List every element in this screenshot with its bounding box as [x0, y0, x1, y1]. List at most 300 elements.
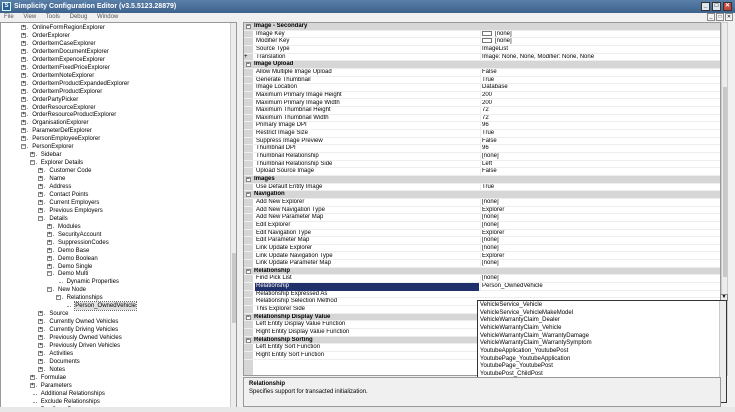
tree-node[interactable]: [41, 374, 66, 382]
category-collapse-icon[interactable]: −: [247, 313, 250, 320]
tree-node[interactable]: [49, 167, 91, 175]
property-value[interactable]: [480, 92, 721, 100]
grid-scroll-thumb[interactable]: [723, 87, 727, 277]
tree-expander-icon[interactable]: +: [39, 310, 43, 317]
menu-window[interactable]: Window: [96, 14, 119, 20]
grid-row[interactable]: [244, 237, 721, 245]
property-value-text: [none]: [495, 30, 512, 37]
tree-node-label: Dynamic Properties: [66, 279, 119, 286]
tree-node-label: OrderPartyPicker: [32, 96, 79, 103]
property-value-text: 96: [482, 145, 489, 152]
category-collapse-icon[interactable]: −: [247, 61, 250, 68]
property-value[interactable]: [480, 214, 721, 222]
category-label: Relationship: [254, 267, 291, 274]
property-name: Thumbnail DPI: [256, 145, 296, 152]
property-name: Add New Explorer: [256, 198, 305, 205]
grid-row[interactable]: [244, 54, 721, 62]
tree-expander-icon[interactable]: +: [22, 119, 26, 126]
explorer-tree[interactable]: [0, 22, 237, 412]
property-value-text: Left: [482, 160, 493, 167]
property-value-text: [none]: [482, 275, 499, 282]
category-collapse-icon[interactable]: −: [247, 23, 250, 29]
property-name: Maximum Thumbnail Height: [256, 107, 331, 114]
property-value[interactable]: [480, 161, 721, 169]
tree-node[interactable]: [67, 278, 119, 286]
tree-expander-icon[interactable]: +: [39, 326, 43, 333]
tree-scroll-thumb[interactable]: [232, 253, 237, 323]
tree-expander-icon[interactable]: +: [22, 135, 26, 142]
tree-node-label: OrderItemProductExplorer: [32, 88, 103, 95]
tree-expander-icon[interactable]: +: [22, 63, 26, 70]
property-name: Image Location: [256, 84, 298, 91]
tree-expander-icon[interactable]: +: [22, 71, 26, 78]
grid-row[interactable]: [244, 122, 721, 130]
menu-file[interactable]: File: [4, 14, 14, 20]
category-collapse-icon[interactable]: −: [247, 176, 250, 182]
grid-row[interactable]: [244, 77, 721, 85]
grid-row[interactable]: [244, 245, 721, 253]
tree-expander-icon[interactable]: +: [39, 190, 43, 197]
tree-expander-icon[interactable]: +: [48, 254, 51, 261]
tree-node[interactable]: [49, 175, 65, 183]
tree-node-label: Address: [49, 184, 72, 190]
property-name: Use Default Entity Image: [256, 183, 323, 190]
grid-row[interactable]: [244, 92, 721, 100]
tree-node[interactable]: [32, 40, 95, 48]
tree-node-label: Previously Driven Vehicles: [49, 343, 121, 349]
tree-node[interactable]: [32, 32, 70, 40]
mdi-restore-button[interactable]: □: [716, 13, 724, 21]
tree-node-label: OrderItemNoteExplorer: [32, 72, 95, 79]
tree-expander-icon[interactable]: +: [22, 24, 26, 30]
property-name: Thumbnail Relationship Side: [256, 160, 333, 167]
tree-node[interactable]: [49, 199, 99, 207]
grid-row[interactable]: [244, 283, 721, 291]
category-collapse-icon[interactable]: −: [247, 191, 250, 198]
tree-node-label: SuppressionCodes: [58, 239, 109, 246]
property-name: Modifier Key: [256, 38, 290, 45]
tree-node-label: Previously Owned Vehicles: [49, 335, 122, 342]
property-name: Primary Image DPI: [256, 122, 307, 129]
property-value-text: Explorer: [482, 229, 505, 236]
tree-expander-icon[interactable]: +: [48, 246, 51, 253]
property-value[interactable]: [480, 130, 721, 138]
tree-node[interactable]: [41, 382, 72, 390]
menu-tools[interactable]: Tools: [45, 14, 60, 20]
property-value-text: 200: [482, 99, 493, 106]
tree-node[interactable]: [49, 310, 68, 318]
tree-node[interactable]: [41, 390, 105, 398]
tree-node[interactable]: [58, 255, 98, 263]
property-value[interactable]: [480, 245, 721, 253]
property-name: Edit Navigation Type: [256, 229, 311, 236]
mdi-close-button[interactable]: ✕: [726, 14, 732, 20]
property-value[interactable]: [480, 260, 721, 268]
grid-category[interactable]: [244, 23, 721, 31]
property-value-text: Explorer: [482, 206, 505, 213]
tree-node-label: OrderResourceProductExplorer: [32, 112, 117, 119]
tree-node[interactable]: [32, 96, 78, 104]
grid-row[interactable]: [244, 207, 721, 215]
tree-node[interactable]: [49, 207, 102, 215]
tree-node-label: OrganisationExplorer: [32, 120, 89, 127]
tree-node[interactable]: [49, 350, 73, 358]
property-value[interactable]: [480, 275, 721, 283]
tree-expander-icon[interactable]: +: [39, 349, 43, 356]
tree-node[interactable]: [32, 48, 109, 56]
tree-expander-icon[interactable]: −: [39, 214, 43, 221]
tree-node-label: OrderResourceExplorer: [32, 104, 96, 111]
property-value[interactable]: [480, 107, 721, 115]
property-value[interactable]: [480, 115, 721, 123]
app-icon: S: [2, 2, 11, 11]
category-collapse-icon[interactable]: −: [247, 267, 250, 274]
tree-expander-icon[interactable]: +: [22, 79, 26, 86]
tree-expander-icon[interactable]: +: [30, 373, 34, 380]
tree-node-label: OrderItemFixedPriceExplorer: [32, 64, 110, 71]
tree-node-label: Activities: [49, 350, 74, 357]
tree-connector: [59, 282, 63, 283]
property-value-text: [none]: [482, 244, 499, 251]
property-value[interactable]: [480, 31, 721, 39]
tree-expander-icon[interactable]: +: [22, 103, 26, 110]
tree-node-label: Exclude Relationships: [40, 398, 100, 405]
category-collapse-icon[interactable]: −: [247, 336, 250, 343]
tree-expander-icon[interactable]: +: [22, 87, 26, 94]
tree-node-label: Relationships: [66, 295, 103, 302]
tree-node-label: OrderItemDocumentExplorer: [32, 48, 109, 55]
property-value-text: 200: [482, 91, 493, 98]
category-label: Image - Secondary: [254, 23, 308, 29]
tree-expander-icon[interactable]: +: [39, 183, 43, 189]
grid-row[interactable]: [244, 130, 721, 138]
tree-node-label: Formulae: [40, 374, 67, 381]
grid-category[interactable]: [244, 176, 721, 184]
grid-row[interactable]: [244, 84, 721, 92]
property-value-text: [none]: [482, 237, 499, 244]
property-value[interactable]: [480, 38, 721, 46]
tree-expander-icon[interactable]: +: [39, 198, 43, 205]
property-value[interactable]: [480, 138, 721, 146]
dropdown-arrow-icon[interactable]: ▼: [721, 294, 727, 300]
property-name: Source Type: [256, 45, 290, 52]
property-value[interactable]: [480, 283, 721, 291]
grid-row[interactable]: [244, 199, 721, 207]
grid-row[interactable]: [244, 253, 721, 261]
property-value-text: True: [482, 183, 495, 190]
property-value[interactable]: [480, 253, 721, 261]
property-value-text: 72: [482, 107, 489, 114]
tree-node-label: ParameterDefExplorer: [32, 128, 92, 135]
tree-node-label: New Node: [58, 287, 87, 294]
property-name: Link Update Navigation Type: [256, 252, 333, 259]
tree-node[interactable]: [58, 239, 109, 247]
property-name: Generate Thumbnail: [256, 76, 311, 83]
tree-node-label: Modules: [58, 223, 81, 230]
dropdown-option[interactable]: VehicleWarrantyClaim_WarrantyDamage: [480, 332, 589, 339]
tree-expander-icon[interactable]: −: [48, 286, 51, 293]
tree-expander-icon[interactable]: +: [22, 111, 26, 118]
tree-node-label: Explorer Details: [40, 160, 84, 167]
property-value-text: False: [482, 168, 497, 175]
tree-expander-icon[interactable]: +: [22, 47, 26, 54]
property-value[interactable]: [480, 168, 721, 176]
dropdown-option[interactable]: VehicleService_Vehicle: [480, 302, 543, 308]
property-value[interactable]: [480, 84, 721, 92]
grid-row[interactable]: [244, 46, 721, 54]
grid-category[interactable]: [244, 191, 721, 199]
property-value[interactable]: [480, 54, 721, 62]
grid-row[interactable]: [244, 138, 721, 146]
tree-expander-icon[interactable]: +: [39, 206, 43, 213]
tree-node-label: OrderExplorer: [32, 32, 70, 39]
property-name: Left Entity Display Value Function: [256, 321, 346, 328]
property-value[interactable]: [480, 207, 721, 215]
grid-row[interactable]: [244, 38, 721, 46]
grid-row[interactable]: [244, 69, 721, 77]
tree-node-label: OrderItemProductExpandedExplorer: [32, 80, 130, 87]
property-value-text: [none]: [482, 221, 499, 228]
tree-connector: [33, 394, 37, 395]
tree-node[interactable]: [32, 135, 100, 143]
property-value-text: True: [482, 76, 495, 83]
grid-row[interactable]: [244, 145, 721, 153]
tree-expander-icon[interactable]: −: [48, 270, 51, 277]
tree-node-label: Name: [49, 176, 66, 183]
dropdown-option[interactable]: VehicleService_VehicleMakeModel: [480, 309, 574, 316]
tree-expander-icon[interactable]: +: [39, 318, 43, 325]
tree-node[interactable]: [49, 358, 79, 366]
grid-category[interactable]: [244, 268, 721, 276]
tree-expander-icon[interactable]: −: [56, 294, 60, 301]
property-name: Restrict Image Size: [256, 130, 309, 137]
title-bar: [0, 0, 735, 13]
grid-row[interactable]: [244, 260, 721, 268]
status-bar: [0, 407, 735, 412]
dropdown-option[interactable]: VehicleWarrantyClaim_WarrantySymptom: [480, 340, 592, 347]
property-value[interactable]: [480, 100, 721, 108]
category-label: Navigation: [254, 191, 285, 198]
tree-expander-icon[interactable]: +: [48, 238, 51, 245]
tree-expander-icon[interactable]: +: [30, 381, 34, 388]
tree-node-label: OrderItemCaseExplorer: [32, 40, 96, 47]
property-expand-icon[interactable]: +: [244, 53, 248, 60]
tree-expander-icon[interactable]: +: [39, 167, 43, 174]
maximize-button[interactable]: □: [712, 2, 721, 11]
grid-row[interactable]: [244, 107, 721, 115]
property-name: Thumbnail Relationship: [256, 153, 319, 160]
property-value-text: [none]: [482, 153, 499, 160]
property-name: This Explorer Side: [256, 306, 306, 313]
tree-node[interactable]: [32, 119, 88, 127]
tree-node[interactable]: [49, 366, 65, 374]
property-value-text: ImageList: [482, 45, 509, 52]
property-value-text: [none]: [482, 214, 499, 221]
tree-expander-icon[interactable]: +: [48, 230, 51, 237]
property-value[interactable]: [480, 153, 721, 161]
tree-expander-icon[interactable]: +: [22, 39, 26, 46]
tree-expander-icon[interactable]: −: [30, 159, 34, 166]
property-value[interactable]: [480, 122, 721, 130]
grid-row[interactable]: [244, 31, 721, 39]
tree-node-label: OrderItemExpenceExplorer: [32, 56, 105, 63]
tree-node-label: Demo Boolean: [58, 255, 98, 262]
tree-node[interactable]: [41, 398, 100, 406]
tree-node-label: Currently Owned Vehicles: [49, 319, 119, 326]
tree-expander-icon[interactable]: +: [22, 55, 26, 62]
tree-node[interactable]: [49, 318, 118, 326]
dropdown-option[interactable]: YoutubePost_ChildPost: [480, 370, 543, 377]
tree-node[interactable]: [32, 80, 129, 88]
property-value[interactable]: [480, 145, 721, 153]
tree-node[interactable]: [32, 24, 105, 32]
property-value[interactable]: [480, 184, 721, 192]
tree-node[interactable]: [32, 127, 92, 135]
property-name: Right Entity Sort Function: [256, 351, 325, 358]
dropdown-option[interactable]: VehicleWarrantyClaim_Vehicle: [480, 324, 562, 331]
help-title: Relationship: [249, 381, 286, 387]
property-value[interactable]: [480, 199, 721, 207]
tree-node-label: Current Employers: [49, 199, 100, 206]
property-value[interactable]: [480, 237, 721, 245]
grid-row[interactable]: [244, 230, 721, 238]
tree-node[interactable]: [75, 302, 136, 310]
close-button[interactable]: ✕: [724, 3, 731, 9]
property-name: Suppress Image Preview: [256, 137, 323, 144]
tree-node[interactable]: [49, 215, 67, 223]
tree-node[interactable]: [67, 294, 103, 302]
tree-node[interactable]: [32, 104, 95, 112]
image-swatch-icon: [482, 38, 492, 43]
tree-node[interactable]: [32, 143, 73, 151]
category-label: Relationship Display Value: [254, 313, 331, 320]
property-name: Allow Multiple Image Upload: [256, 68, 332, 75]
tree-expander-icon[interactable]: +: [39, 365, 43, 372]
grid-row[interactable]: [244, 168, 721, 176]
tree-expander-icon[interactable]: +: [39, 175, 43, 182]
menu-debug[interactable]: Debug: [69, 14, 88, 20]
menu-bar: [0, 13, 735, 22]
grid-row[interactable]: [244, 222, 721, 230]
grid-row[interactable]: [244, 100, 721, 108]
tree-node[interactable]: [41, 151, 62, 159]
property-name: Right Entity Display Value Function: [256, 329, 350, 335]
tree-node[interactable]: [49, 183, 71, 191]
property-name: Translation: [256, 53, 286, 60]
property-value[interactable]: [480, 77, 721, 85]
tree-node-label: Notes: [49, 366, 66, 373]
tree-node[interactable]: [32, 64, 110, 72]
property-value-text: [none]: [482, 198, 499, 205]
tree-node[interactable]: [58, 231, 101, 239]
tree-node-label: Demo Multi: [58, 271, 89, 278]
property-name: Image Key: [256, 30, 285, 37]
tree-node[interactable]: [32, 88, 102, 96]
grid-row[interactable]: [244, 184, 721, 192]
dropdown-option[interactable]: YoutubeApplication_YoutubePost: [480, 347, 569, 354]
grid-row[interactable]: [244, 115, 721, 123]
property-name: Maximum Primary Image Width: [256, 99, 340, 106]
property-value[interactable]: [480, 230, 721, 238]
property-value-text: Person_OwnedVehicle: [482, 283, 543, 290]
tree-node-label: OnlineFormRegionExplorer: [32, 25, 105, 31]
property-name: Edit Parameter Map: [256, 237, 310, 244]
dropdown-option[interactable]: VehicleWarrantyClaim_Dealer: [480, 317, 560, 324]
tree-node[interactable]: [32, 111, 116, 119]
property-name: Link Update Parameter Map: [256, 260, 332, 267]
property-value-text: Image: None, None, Modifier: None, None: [482, 53, 595, 60]
tree-node[interactable]: [49, 342, 120, 350]
tree-connector: [33, 402, 37, 403]
tree-node-label: Previous Employers: [49, 207, 103, 214]
dropdown-option[interactable]: YoutubePage_YoutubePost: [480, 363, 553, 370]
tree-expander-icon[interactable]: +: [22, 95, 26, 102]
mdi-minimize-button[interactable]: _: [707, 13, 715, 21]
category-label: Relationship Sorting: [254, 336, 313, 343]
menu-view[interactable]: View: [23, 14, 37, 20]
window-title: Simplicity Configuration Editor (v3.5.5123.28879): [14, 3, 177, 10]
property-value-text: False: [482, 137, 497, 144]
property-value-text: 96: [482, 122, 489, 129]
tree-expander-icon[interactable]: +: [48, 222, 51, 229]
property-name: Add New Navigation Type: [256, 206, 325, 213]
tree-expander-icon[interactable]: +: [22, 31, 26, 38]
property-name: Relationship Selection Method: [256, 298, 338, 305]
dropdown-option[interactable]: YoutubePage_YoutubeApplication: [480, 355, 571, 362]
tree-node-label: Additional Relationships: [40, 390, 105, 397]
tree-node[interactable]: [58, 263, 92, 271]
tree-node[interactable]: [58, 247, 89, 255]
tree-node-label: PersonEmployeeExplorer: [32, 136, 101, 143]
grid-row[interactable]: [244, 153, 721, 161]
tree-node[interactable]: [49, 326, 118, 334]
tree-node[interactable]: [58, 286, 86, 294]
tree-connector: [67, 306, 71, 307]
grid-row[interactable]: [244, 275, 721, 283]
grid-row[interactable]: [244, 291, 721, 299]
minimize-button[interactable]: _: [701, 2, 710, 11]
tree-node[interactable]: [49, 334, 121, 342]
tree-node[interactable]: [58, 223, 81, 231]
property-name: Maximum Primary Image Height: [256, 91, 342, 98]
property-value[interactable]: [480, 69, 721, 77]
property-name: Maximum Thumbnail Width: [256, 114, 329, 121]
tree-node[interactable]: [58, 270, 88, 278]
property-value[interactable]: [480, 46, 721, 54]
tree-node[interactable]: [32, 72, 94, 80]
tree-expander-icon[interactable]: +: [39, 357, 43, 364]
tree-scrollbar[interactable]: [230, 23, 237, 411]
property-name: Relationship Expressed As: [256, 290, 328, 297]
grid-category[interactable]: [244, 61, 721, 69]
grid-row[interactable]: [244, 214, 721, 222]
tree-expander-icon[interactable]: −: [22, 143, 26, 150]
tree-node[interactable]: [32, 56, 105, 64]
tree-expander-icon[interactable]: +: [48, 262, 51, 269]
category-label: Images: [254, 176, 275, 182]
tree-expander-icon[interactable]: +: [22, 127, 26, 134]
tree-node[interactable]: [49, 191, 88, 199]
tree-expander-icon[interactable]: +: [39, 334, 43, 341]
property-value[interactable]: [480, 222, 721, 230]
tree-expander-icon[interactable]: +: [39, 342, 43, 348]
grid-row[interactable]: [244, 161, 721, 169]
tree-expander-icon[interactable]: +: [30, 151, 34, 158]
property-name: Link Update Explorer: [256, 244, 313, 251]
property-name: Add New Parameter Map: [256, 214, 324, 221]
tree-node[interactable]: [41, 159, 83, 167]
property-name: Left Entity Sort Function: [256, 344, 321, 351]
